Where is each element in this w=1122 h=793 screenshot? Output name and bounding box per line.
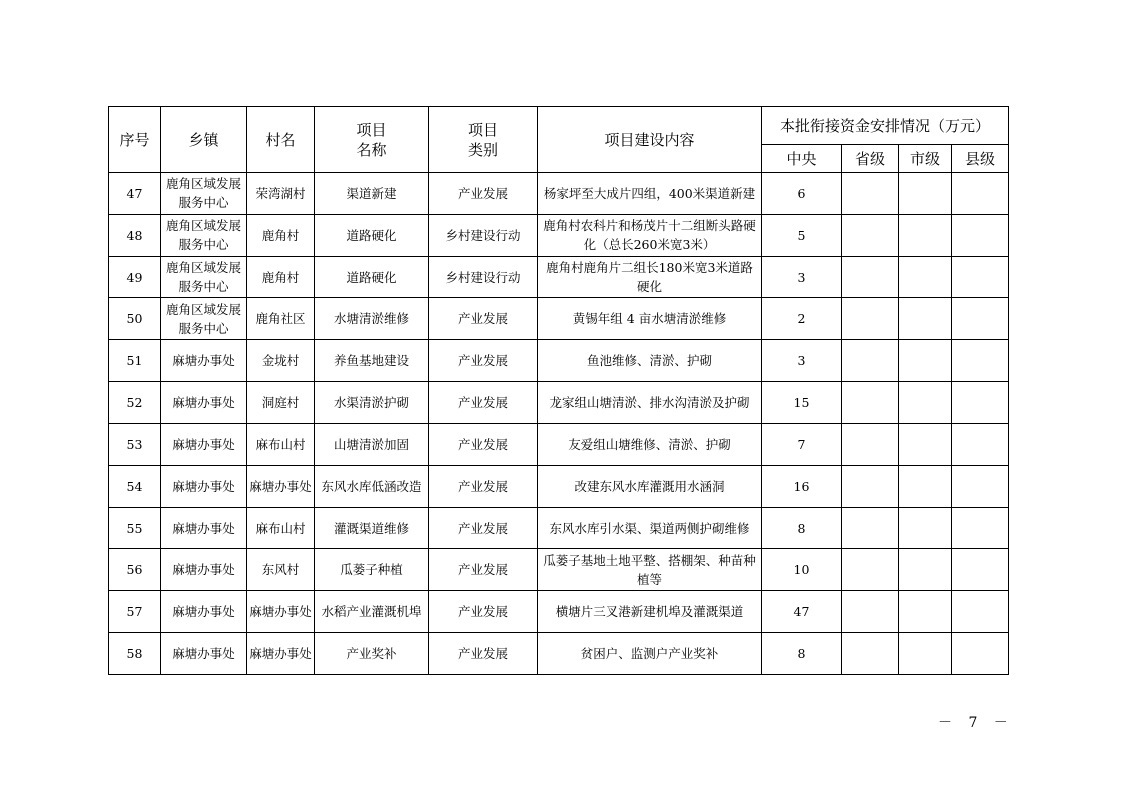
cell-central: 3 [762, 340, 842, 382]
cell-project-name: 山塘清淤加固 [315, 423, 429, 465]
cell-project-type: 产业发展 [429, 423, 538, 465]
header-provincial: 省级 [842, 145, 899, 173]
header-funding: 本批衔接资金安排情况（万元） [762, 107, 1009, 145]
cell-county [952, 633, 1009, 675]
cell-content: 瓜蒌子基地土地平整、搭棚架、种苗种植等 [538, 549, 762, 591]
table-row [109, 214, 1009, 256]
cell-no: 50 [109, 298, 161, 340]
cell-municipal [899, 173, 952, 215]
table-row [109, 256, 1009, 298]
cell-project-name: 水塘清淤维修 [315, 298, 429, 340]
header-project-type-line1: 项目 [467, 120, 498, 139]
cell-project-name: 水稻产业灌溉机埠 [315, 591, 429, 633]
cell-town: 麻塘办事处 [161, 591, 247, 633]
cell-village: 麻布山村 [247, 423, 315, 465]
cell-central: 2 [762, 298, 842, 340]
cell-content: 友爱组山塘维修、清淤、护砌 [538, 423, 762, 465]
cell-county [952, 256, 1009, 298]
cell-county [952, 382, 1009, 424]
cell-provincial [842, 633, 899, 675]
cell-provincial [842, 507, 899, 549]
cell-no: 56 [109, 549, 161, 591]
table-row [109, 340, 1009, 382]
cell-municipal [899, 507, 952, 549]
cell-content: 黄锡年组 4 亩水塘清淤维修 [538, 298, 762, 340]
cell-project-name: 瓜蒌子种植 [315, 549, 429, 591]
cell-central: 47 [762, 591, 842, 633]
cell-project-type: 产业发展 [429, 591, 538, 633]
cell-provincial [842, 214, 899, 256]
cell-municipal [899, 340, 952, 382]
cell-content: 贫困户、监测户产业奖补 [538, 633, 762, 675]
cell-content: 龙家组山塘清淤、排水沟清淤及护砌 [538, 382, 762, 424]
cell-provincial [842, 382, 899, 424]
cell-municipal [899, 591, 952, 633]
cell-municipal [899, 633, 952, 675]
cell-project-type: 产业发展 [429, 382, 538, 424]
cell-no: 49 [109, 256, 161, 298]
cell-project-type: 产业发展 [429, 465, 538, 507]
cell-town: 麻塘办事处 [161, 633, 247, 675]
header-town: 乡镇 [161, 107, 247, 173]
cell-project-name: 水渠清淤护砌 [315, 382, 429, 424]
cell-no: 57 [109, 591, 161, 633]
cell-county [952, 591, 1009, 633]
cell-municipal [899, 382, 952, 424]
cell-town: 鹿角区域发展服务中心 [161, 298, 247, 340]
cell-village: 鹿角村 [247, 214, 315, 256]
cell-central: 3 [762, 256, 842, 298]
cell-project-name: 道路硬化 [315, 256, 429, 298]
cell-town: 麻塘办事处 [161, 340, 247, 382]
cell-provincial [842, 298, 899, 340]
table-row [109, 423, 1009, 465]
cell-village: 鹿角社区 [247, 298, 315, 340]
cell-project-type: 产业发展 [429, 173, 538, 215]
cell-project-name: 灌溉渠道维修 [315, 507, 429, 549]
funding-table [108, 106, 1009, 675]
table-row [109, 465, 1009, 507]
cell-no: 58 [109, 633, 161, 675]
cell-town: 麻塘办事处 [161, 465, 247, 507]
cell-county [952, 173, 1009, 215]
cell-town: 鹿角区域发展服务中心 [161, 173, 247, 215]
cell-town: 麻塘办事处 [161, 507, 247, 549]
cell-no: 48 [109, 214, 161, 256]
cell-town: 麻塘办事处 [161, 423, 247, 465]
header-project-name-line2: 名称 [356, 140, 387, 159]
cell-no: 55 [109, 507, 161, 549]
page-number: － 7 － [938, 715, 1014, 731]
cell-town: 鹿角区域发展服务中心 [161, 214, 247, 256]
header-village: 村名 [247, 107, 315, 173]
cell-municipal [899, 465, 952, 507]
cell-central: 10 [762, 549, 842, 591]
cell-project-type: 乡村建设行动 [429, 256, 538, 298]
cell-county [952, 423, 1009, 465]
table-row [109, 382, 1009, 424]
cell-project-type: 产业发展 [429, 633, 538, 675]
cell-provincial [842, 423, 899, 465]
cell-county [952, 340, 1009, 382]
cell-project-name: 东风水库低涵改造 [315, 465, 429, 507]
cell-no: 54 [109, 465, 161, 507]
cell-municipal [899, 214, 952, 256]
cell-project-type: 产业发展 [429, 298, 538, 340]
cell-project-type: 产业发展 [429, 340, 538, 382]
cell-no: 52 [109, 382, 161, 424]
cell-central: 5 [762, 214, 842, 256]
cell-county [952, 507, 1009, 549]
cell-no: 51 [109, 340, 161, 382]
cell-project-type: 产业发展 [429, 507, 538, 549]
header-no: 序号 [109, 107, 161, 173]
cell-central: 15 [762, 382, 842, 424]
cell-county [952, 549, 1009, 591]
table-row [109, 507, 1009, 549]
cell-village: 鹿角村 [247, 256, 315, 298]
table-row [109, 173, 1009, 215]
header-county: 县级 [952, 145, 1009, 173]
cell-central: 16 [762, 465, 842, 507]
cell-project-name: 渠道新建 [315, 173, 429, 215]
cell-content: 改建东风水库灌溉用水涵洞 [538, 465, 762, 507]
header-row-1 [109, 107, 1009, 145]
cell-village: 麻塘办事处 [247, 591, 315, 633]
header-project-type-line2: 类别 [467, 140, 498, 159]
header-project-type [429, 107, 538, 173]
cell-provincial [842, 465, 899, 507]
header-central: 中央 [762, 145, 842, 173]
table-row [109, 298, 1009, 340]
cell-project-type: 产业发展 [429, 549, 538, 591]
cell-town: 麻塘办事处 [161, 382, 247, 424]
header-project-name [315, 107, 429, 173]
cell-municipal [899, 298, 952, 340]
cell-content: 鹿角村鹿角片二组长180米宽3米道路硬化 [538, 256, 762, 298]
cell-no: 47 [109, 173, 161, 215]
cell-village: 金垅村 [247, 340, 315, 382]
table-row [109, 591, 1009, 633]
cell-provincial [842, 173, 899, 215]
cell-municipal [899, 549, 952, 591]
cell-county [952, 298, 1009, 340]
cell-county [952, 465, 1009, 507]
cell-central: 8 [762, 633, 842, 675]
cell-content: 鹿角村农科片和杨茂片十二组断头路硬化（总长260米宽3米） [538, 214, 762, 256]
cell-provincial [842, 591, 899, 633]
cell-no: 53 [109, 423, 161, 465]
cell-project-name: 产业奖补 [315, 633, 429, 675]
cell-municipal [899, 423, 952, 465]
cell-content: 横塘片三叉港新建机埠及灌溉渠道 [538, 591, 762, 633]
cell-provincial [842, 256, 899, 298]
cell-central: 8 [762, 507, 842, 549]
cell-municipal [899, 256, 952, 298]
cell-village: 麻塘办事处 [247, 633, 315, 675]
cell-county [952, 214, 1009, 256]
header-project-name-line1: 项目 [356, 120, 387, 139]
cell-village: 麻塘办事处 [247, 465, 315, 507]
cell-village: 洞庭村 [247, 382, 315, 424]
table-row [109, 633, 1009, 675]
cell-project-name: 道路硬化 [315, 214, 429, 256]
cell-content: 杨家坪至大成片四组，400米渠道新建 [538, 173, 762, 215]
header-municipal: 市级 [899, 145, 952, 173]
cell-village: 东风村 [247, 549, 315, 591]
cell-provincial [842, 549, 899, 591]
table-row [109, 549, 1009, 591]
cell-central: 7 [762, 423, 842, 465]
cell-town: 麻塘办事处 [161, 549, 247, 591]
header-content: 项目建设内容 [538, 107, 762, 173]
cell-project-type: 乡村建设行动 [429, 214, 538, 256]
cell-village: 麻布山村 [247, 507, 315, 549]
cell-provincial [842, 340, 899, 382]
cell-content: 东风水库引水渠、渠道两侧护砌维修 [538, 507, 762, 549]
cell-central: 6 [762, 173, 842, 215]
cell-project-name: 养鱼基地建设 [315, 340, 429, 382]
cell-content: 鱼池维修、清淤、护砌 [538, 340, 762, 382]
cell-town: 鹿角区域发展服务中心 [161, 256, 247, 298]
cell-village: 荣湾湖村 [247, 173, 315, 215]
